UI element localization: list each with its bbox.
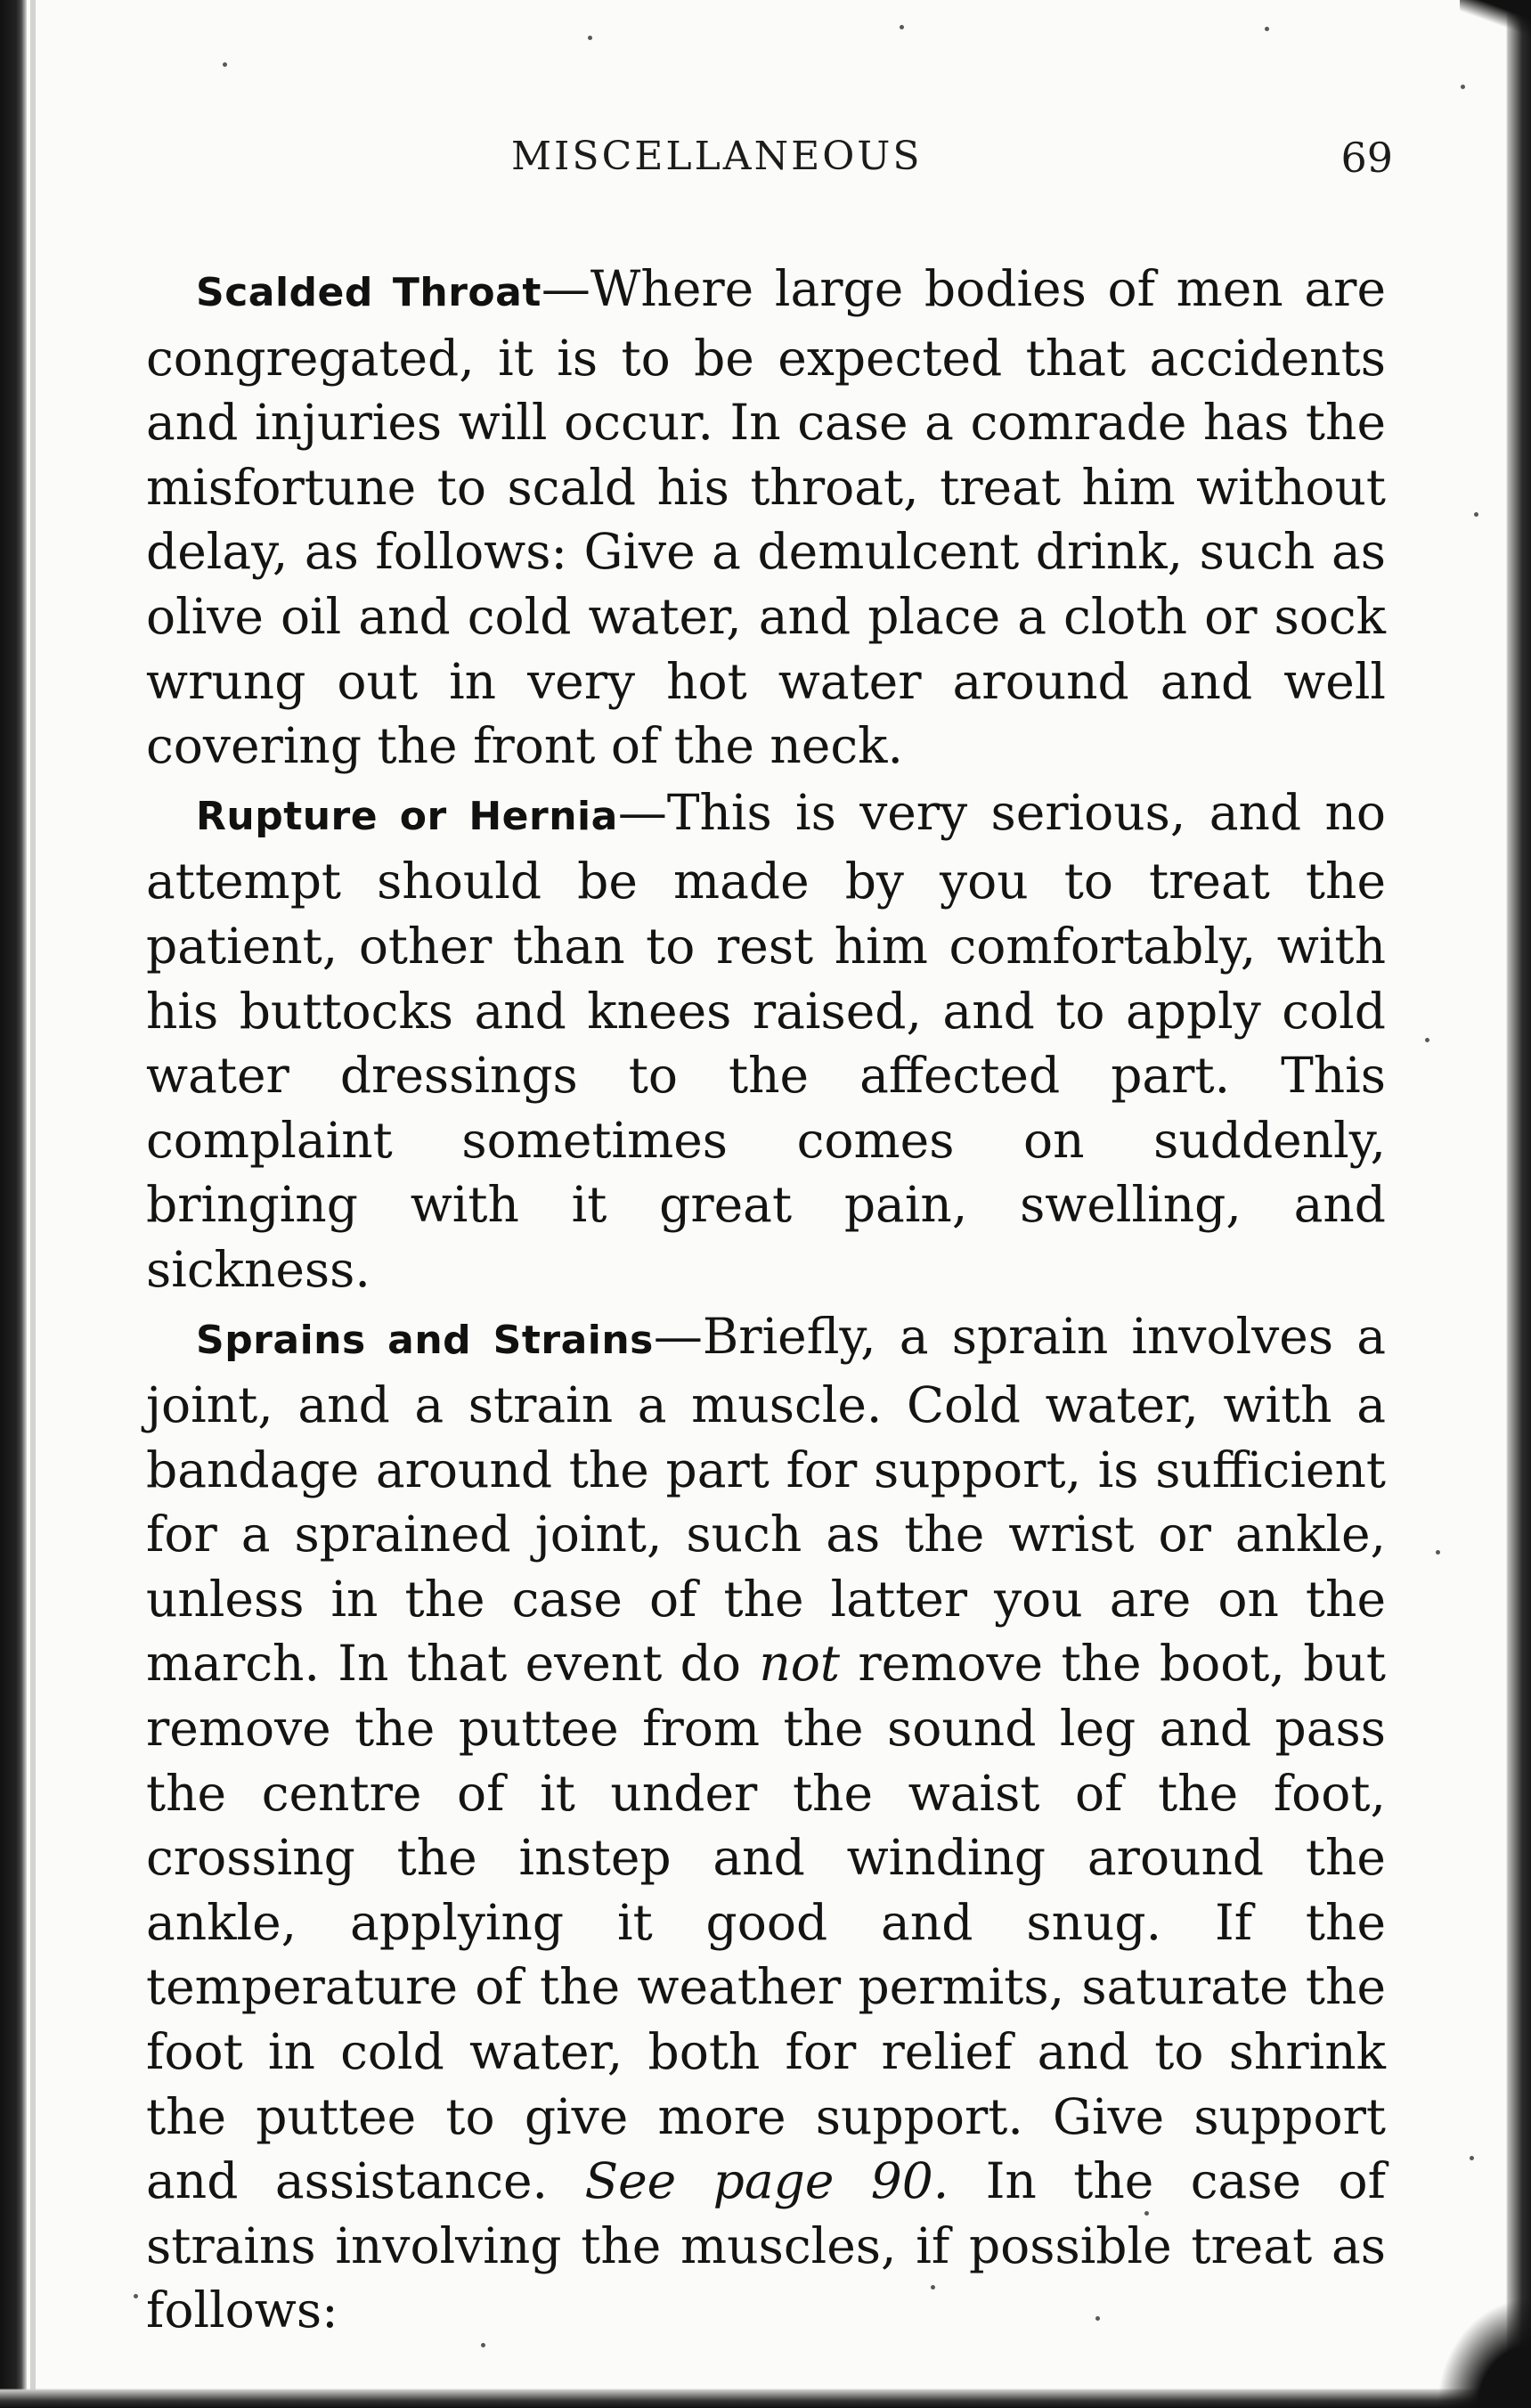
scan-speck (1470, 2156, 1474, 2160)
entry-text: Briefly, a sprain involves a joint, and a strain a muscle. Cold water, with a bandage around the part for support, is sufficient for a sprained joint, such as the wrist or ankle, unless in the case of the latter you are on the march. In that event do (146, 1307, 1386, 1693)
entry-text: Where large bodies of men are congregated, it is to be expected that accidents and injuries will occur. In case a comrade has the misfortune to scald his throat, treat him without delay, as follows: Give a demulcent drink, such as olive oil and cold water, and place a cloth or sock wrung out in very hot water around and well covering the front of the neck. (146, 260, 1386, 775)
emphasis-text: not (759, 1635, 840, 1693)
running-head: MISCELLANEOUS (511, 134, 923, 179)
gutter-line (30, 0, 36, 2408)
entry-title: Scalded Throat (196, 270, 542, 315)
page-corner-top (1460, 0, 1531, 36)
entry-separator: — (617, 783, 667, 841)
scan-speck (1095, 2316, 1100, 2321)
scan-speck (1144, 2211, 1149, 2216)
scan-speck (1265, 27, 1269, 31)
book-spine-shadow (0, 0, 27, 2408)
page-edge-right (1506, 0, 1531, 2408)
page-header (146, 134, 1393, 196)
entry-separator: — (541, 260, 590, 317)
entry-text: In the case of strains involving the muscles, if possible treat as follows: (146, 2152, 1386, 2339)
entry-text: This is very serious, and no attempt should be made by you to treat the patient, other than to rest him comfortably, with his buttocks and knees raised, and to apply cold water dressings to the affected part. This complaint sometimes comes on suddenly, bringing with it great pain, swelling, and sickness. (146, 783, 1386, 1298)
scan-speck (900, 25, 904, 29)
page-body (146, 257, 1386, 2343)
scan-speck (134, 2294, 138, 2298)
scan-speck (1436, 1550, 1440, 1555)
page-reference: See page 90. (584, 2152, 949, 2210)
scan-speck (481, 2343, 485, 2347)
scan-speck (223, 62, 227, 67)
entry-separator: — (653, 1307, 703, 1365)
page-corner-bottom (1424, 2283, 1531, 2408)
page-number: 69 (1340, 134, 1393, 182)
scan-speck (1474, 512, 1478, 517)
entry-title: Sprains and Strains (196, 1317, 654, 1363)
scan-speck (588, 36, 592, 40)
scan-speck (1425, 1038, 1429, 1042)
scan-speck (931, 2285, 935, 2290)
entry-scalded-throat (146, 257, 1386, 779)
entry-title: Rupture or Hernia (196, 793, 618, 839)
page-edge-bottom (0, 2388, 1531, 2408)
entry-rupture-or-hernia (146, 780, 1386, 1302)
entry-text: remove the boot, but remove the puttee from the sound leg and pass the centre of it under the waist of the foot, crossing the instep and winding around the ankle, applying it good and snug. If the temperature of the weather permits, saturate the foot in cold water, both for relief and to shrink the puttee to give more support. Give support and assistance. (146, 1635, 1386, 2210)
entry-sprains-and-strains (146, 1304, 1386, 2344)
scan-speck (1461, 85, 1465, 89)
